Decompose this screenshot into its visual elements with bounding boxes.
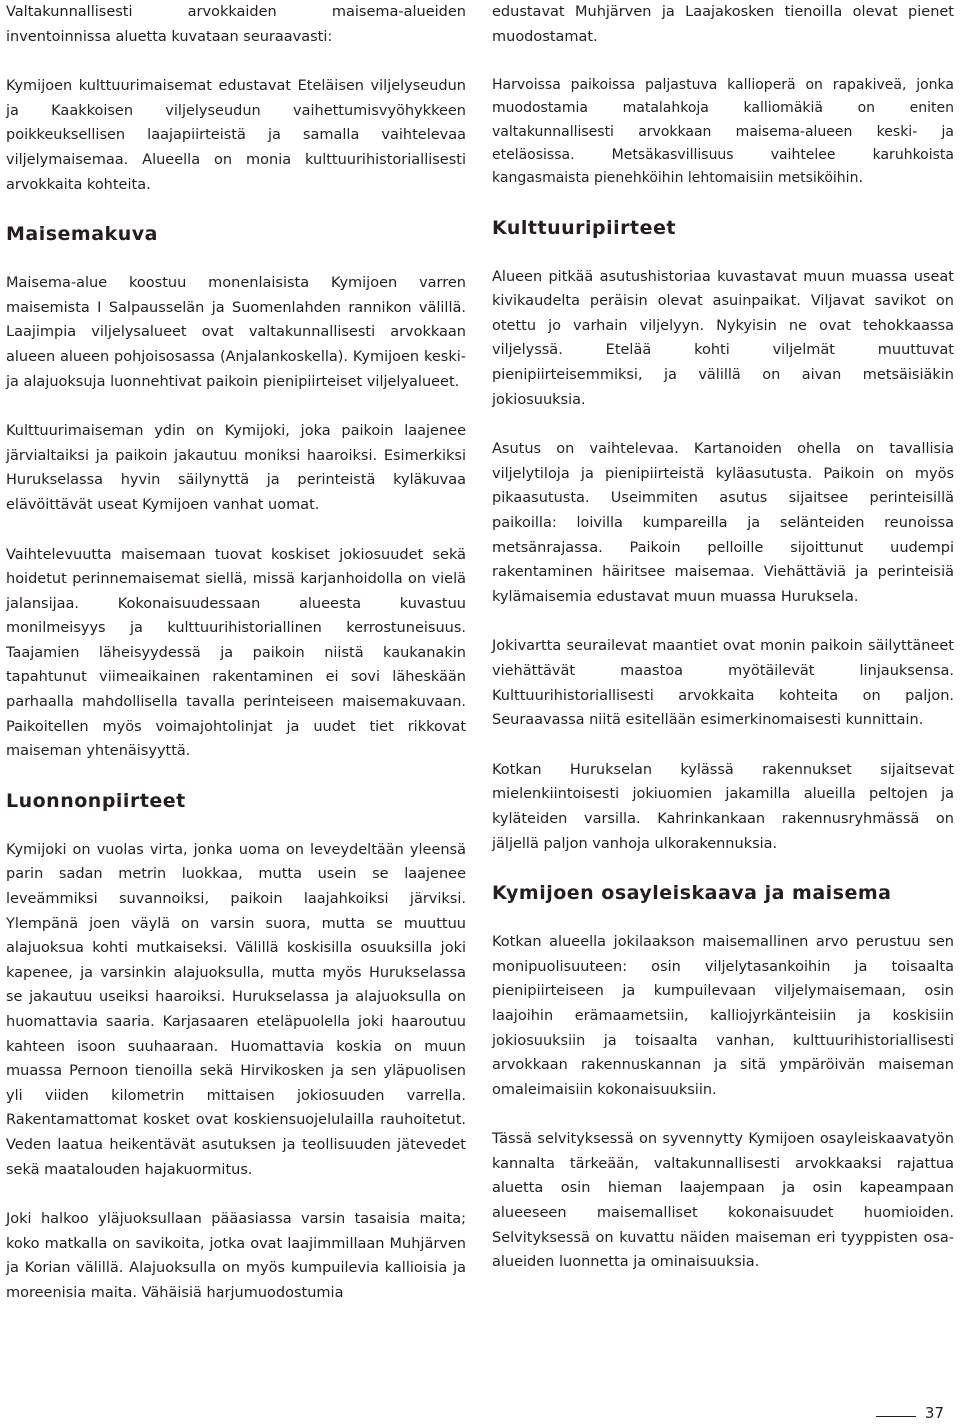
intro-paragraph-2: Kymijoen kulttuurimaisemat edustavat Eteläisen viljelyseudun ja Kaakkoisen viljelyseudun vaihettumisvyöhykkeen poikkeuksellisen laajapiirteistä ja samalla vaihtelevaa viljelymaisemaa. Alueella on monia kulttuurihistoriallisesti arvokkaita kohteita. xyxy=(6,78,466,193)
kulttuuripiirteet-paragraph-3: Jokivartta seurailevat maantiet ovat monin paikoin säilyttäneet viehättävät maastoa myötäilevät linjauksensa. Kulttuurihistoriallisesti arvokkaita kohteita on paljon. Seuraavassa niitä esitellään esimerkinomaisesti kunnittain. xyxy=(492,638,954,729)
osayleiskaava-paragraph-2: Tässä selvityksessä on syvennytty Kymijoen osayleiskaavatyön kannalta tärkeään, valtakunnallisesti arvokkaaksi rajattua aluetta osin hieman laajempaan ja osin kapeampaan alueeseen maisemalliset kokonaisuudet huomioiden. Selvityksessä on kuvattu näiden maiseman eri tyyppisten osa-alueiden luonnetta ja ominaisuuksia. xyxy=(492,1131,954,1271)
intro-paragraph-1: Valtakunnallisesti arvokkaiden maisema-alueiden inventoinnissa aluetta kuvataan seuraavasti: xyxy=(6,4,466,45)
kulttuuripiirteet-paragraph-4: Kotkan Hurukselan kylässä rakennukset sijaitsevat mielenkiintoisesti jokiuomien jakamilla alueilla peltojen ja kyläteiden varsilla. Kahrinkankaan rakennusryhmässä on jäljellä paljon vanhoja ulkorakennuksia. xyxy=(492,761,954,852)
maisemakuva-paragraph-2: Kulttuurimaiseman ydin on Kymijoki, joka paikoin laajenee järvialtaiksi ja paikoin jakautuu moniksi haaroiksi. Esimerkiksi Hurukselassa hyvin säilynyttä ja perinteistä kyläkuvaa elävöittävät useat Kymijoen vanhat uomat. xyxy=(6,423,466,513)
right-column xyxy=(492,0,954,1275)
osayleiskaava-paragraph-1: Kotkan alueella jokilaakson maisemallinen arvo perustuu sen monipuolisuuteen: osin viljelytasankoihin ja toisaalta pienipiirteiseen ja kumpuilevaan viljelymaisemaan, osin laajoihin erämaametsiin, kalliojyrkänteisiin ja koskisiin jokiosuuksiin ja toisaalta vanhan, kulttuurihistoriallisesti arvokkaan rakennuskannan ja sitä ympäröivän maiseman omaleimaisiin kokonaisuuksiin. xyxy=(492,934,954,1098)
footer-rule xyxy=(876,1416,916,1417)
heading-osayleiskaava: Kymijoen osayleiskaava ja maisema xyxy=(492,882,892,905)
heading-maisemakuva: Maisemakuva xyxy=(6,223,158,246)
luonnonpiirteet-paragraph-3: Harvoissa paikoissa paljastuva kallioperä on rapakiveä, jonka muodostamia matalahkoja kalliomäkiä on eniten valtakunnallisesti arvokkaan maisema-alueen keski- ja eteläosissa. Metsäkasvillisuus vaihtelee karuhkoista kangasmaista pienehköihin lehtomaisiin metsiköihin. xyxy=(492,77,954,187)
page-number: 37 xyxy=(924,1404,944,1422)
maisemakuva-paragraph-3: Vaihtelevuutta maisemaan tuovat koskiset jokiosuudet sekä hoidetut perinnemaisemat siellä, missä karjanhoidolla on vielä jalansijaa. Kokonaisuudessaan alueesta kuvastuu monilmeisyys ja kulttuurihistoriallinen kerrostuneisuus. Taajamien läheisyydessä ja paikoin niistä kaukanakin tapahtunut viimeaikainen rakentaminen ei sovi läheskään parhaalla mahdollisella tavalla perinteiseen maisemakuvaan. Paikoitellen myös voimajohtolinjat ja uudet tiet rikkovat maiseman yhtenäisyyttä. xyxy=(6,546,466,760)
luonnonpiirteet-paragraph-2-continued: edustavat Muhjärven ja Laajakosken tienoilla olevat pienet muodostamat. xyxy=(492,4,954,45)
luonnonpiirteet-paragraph-2: Joki halkoo yläjuoksullaan pääasiassa varsin tasaisia maita; koko matkalla on savikoita, jotka ovat laajimmillaan Muhjärven ja Korian välillä. Alajuoksulla on myös kumpuilevia kallioisia ja moreenisia maita. Vähäisiä harjumuodostumia xyxy=(6,1211,466,1301)
luonnonpiirteet-paragraph-1: Kymijoki on vuolas virta, jonka uoma on leveydeltään yleensä parin sadan metrin luokkaa, mutta usein se laajenee leveämmiksi suvannoiksi, paikoin laajahkoiksi järviksi. Ylempänä joen väylä on varsin suora, mutta se muuttuu alajuoksua kohti mutkaiseksi. Välillä koskisilla osuuksilla joki kapenee, ja varsinkin alajuoksulla, mutta myös Hurukselassa se jakautuu useiksi haaroiksi. Hurukselassa ja alajuoksulla on huomattavia saaria. Karjasaaren eteläpuolella joki haaroutuu kahteen isoon suuhaaraan. Huomattavia koskia on muun muassa Pernoon tienoilla sekä Hirvikosken ja sen yläpuolisen yli viiden kilometrin mittaisen jokiosuuden varrella. Rakentamattomat kosket ovat koskiensuojelulailla rauhoitetut. Veden laatua heikentävät asutuksen ja teollisuuden jätevedet sekä maatalouden hajakuormitus. xyxy=(6,841,466,1178)
heading-luonnonpiirteet: Luonnonpiirteet xyxy=(6,789,186,812)
left-column xyxy=(6,0,466,1306)
kulttuuripiirteet-paragraph-1: Alueen pitkää asutushistoriaa kuvastavat muun muassa useat kivikaudelta peräisin olevat asuinpaikat. Viljavat savikot on otettu jo varhain viljelyyn. Nykyisin ne ovat tehokkaassa viljelyssä. Etelää kohti viljelmät muuttuvat pienipiirteisemmiksi, ja välillä on aivan metsäisiäkin jokiosuuksia. xyxy=(492,268,954,408)
maisemakuva-paragraph-1: Maisema-alue koostuu monenlaisista Kymijoen varren maisemista I Salpausselän ja Suomenlahden rannikon välillä. Laajimpia viljelysalueet ovat valtakunnallisesti arvokkaan alueen alueen pohjoisosassa (Anjalankoskella). Kymijoen keski- ja alajuoksuja luonnehtivat paikoin pienipiirteiset viljelyalueet. xyxy=(6,275,466,390)
kulttuuripiirteet-paragraph-2: Asutus on vaihtelevaa. Kartanoiden ohella on tavallisia viljelytiloja ja pienipiirteistä kyläasutusta. Paikoin on myös pikaasutusta. Useimmiten asutus sijaitsee perinteisillä paikoilla: loivilla kumpareilla ja selänteiden reunoissa metsänrajassa. Paikoin pelloille sijoittunut uudempi rakentaminen häiritsee maisemaa. Viehättäviä ja perinteisiä kylämaisemia edustavat muun muassa Huruksela. xyxy=(492,441,954,605)
heading-kulttuuripiirteet: Kulttuuripiirteet xyxy=(492,216,676,239)
